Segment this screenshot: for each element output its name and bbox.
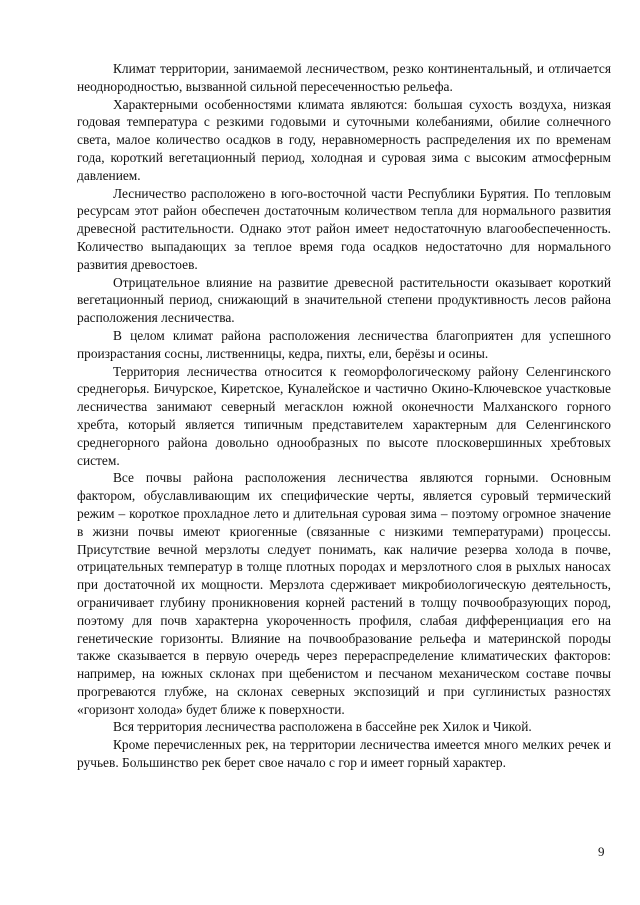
paragraph-rivers: Кроме перечисленных рек, на территории лесничества имеется много мелких речек и ручьев. Большинство рек берет свое начало с гор и имеет горный характер. xyxy=(77,737,611,771)
paragraph-negative-influence: Отрицательное влияние на развитие древесной растительности оказывает короткий вегетационный период, снижающий в значительной степени продуктивность лесов района расположения лесничества. xyxy=(77,274,611,326)
paragraph-climate-features: Характерными особенностями климата являются: большая сухость воздуха, низкая годовая температура с резкими годовыми и суточными колебаниями, обилие солнечного света, малое количество осадков в году, неравномерность распределения их по временам года, короткий вегетационный период, холодная и суровая зима с высоким атмосферным давлением. xyxy=(77,96,611,183)
paragraph-location: Лесничество расположено в юго-восточной части Республики Бурятия. По тепловым ресурсам этот район обеспечен достаточным количеством тепла для нормального развития древесной растительности. Однако этот район имеет недостаточную влагообеспеченность. Количество выпадающих за теплое время года осадков недостаточно для нормального развития древостоев. xyxy=(77,185,611,272)
document-body xyxy=(77,60,611,772)
paragraph-geomorphology: Территория лесничества относится к геоморфологическому району Селенгинского среднегорья. Бичурское, Киретское, Куналейское и частично Окино-Ключевское участковые лесничества занимают северный мегасклон южной оконечности Малханского горного хребта, который является типичным представителем характерным для Селенгинского среднегорного района довольно однообразных по высоте плосковершинных хребтовых систем. xyxy=(77,363,611,468)
paragraph-favorable-climate: В целом климат района расположения лесничества благоприятен для успешного произрастания сосны, лиственницы, кедра, пихты, ели, берёзы и осины. xyxy=(77,327,611,361)
paragraph-climate-intro: Климат территории, занимаемой лесничеством, резко континентальный, и отличается неоднородностью, вызванной сильной пересеченностью рельефа. xyxy=(77,61,611,94)
paragraph-river-basin: Вся территория лесничества расположена в бассейне рек Хилок и Чикой. xyxy=(113,719,532,735)
paragraph-soils: Все почвы района расположения лесничества являются горными. Основным фактором, обуславливающим их специфические черты, является суровый термический режим – короткое прохладное лето и длительная суровая зима – поэтому огромное значение в жизни почвы имеют криогенные (связанные с низкими температурами) процессы. Присутствие вечной мерзлоты следует понимать, как наличие резерва холода в почве, отрицательных температур в толще плотных породах и мерзлотного слоя в рыхлых наносах при достаточной их мощности. Мерзлота сдерживает микробиологическую деятельность, ограничивает глубину проникновения корней растений в толщу почвообразующих пород, поэтому для почв характерна укороченность профиля, слабая дифференциация его на генетические горизонты. Влияние на почвообразование рельефа и материнской породы также сказывается в первую очередь через перераспределение климатических факторов: например, на южных склонах при щебенистом и песчаном механическом составе почвы прогреваются глубже, на склонах северных экспозиций и при суглинистых разностях «горизонт холода» будет ближе к поверхности. xyxy=(77,470,611,717)
page-number: 9 xyxy=(598,844,605,859)
